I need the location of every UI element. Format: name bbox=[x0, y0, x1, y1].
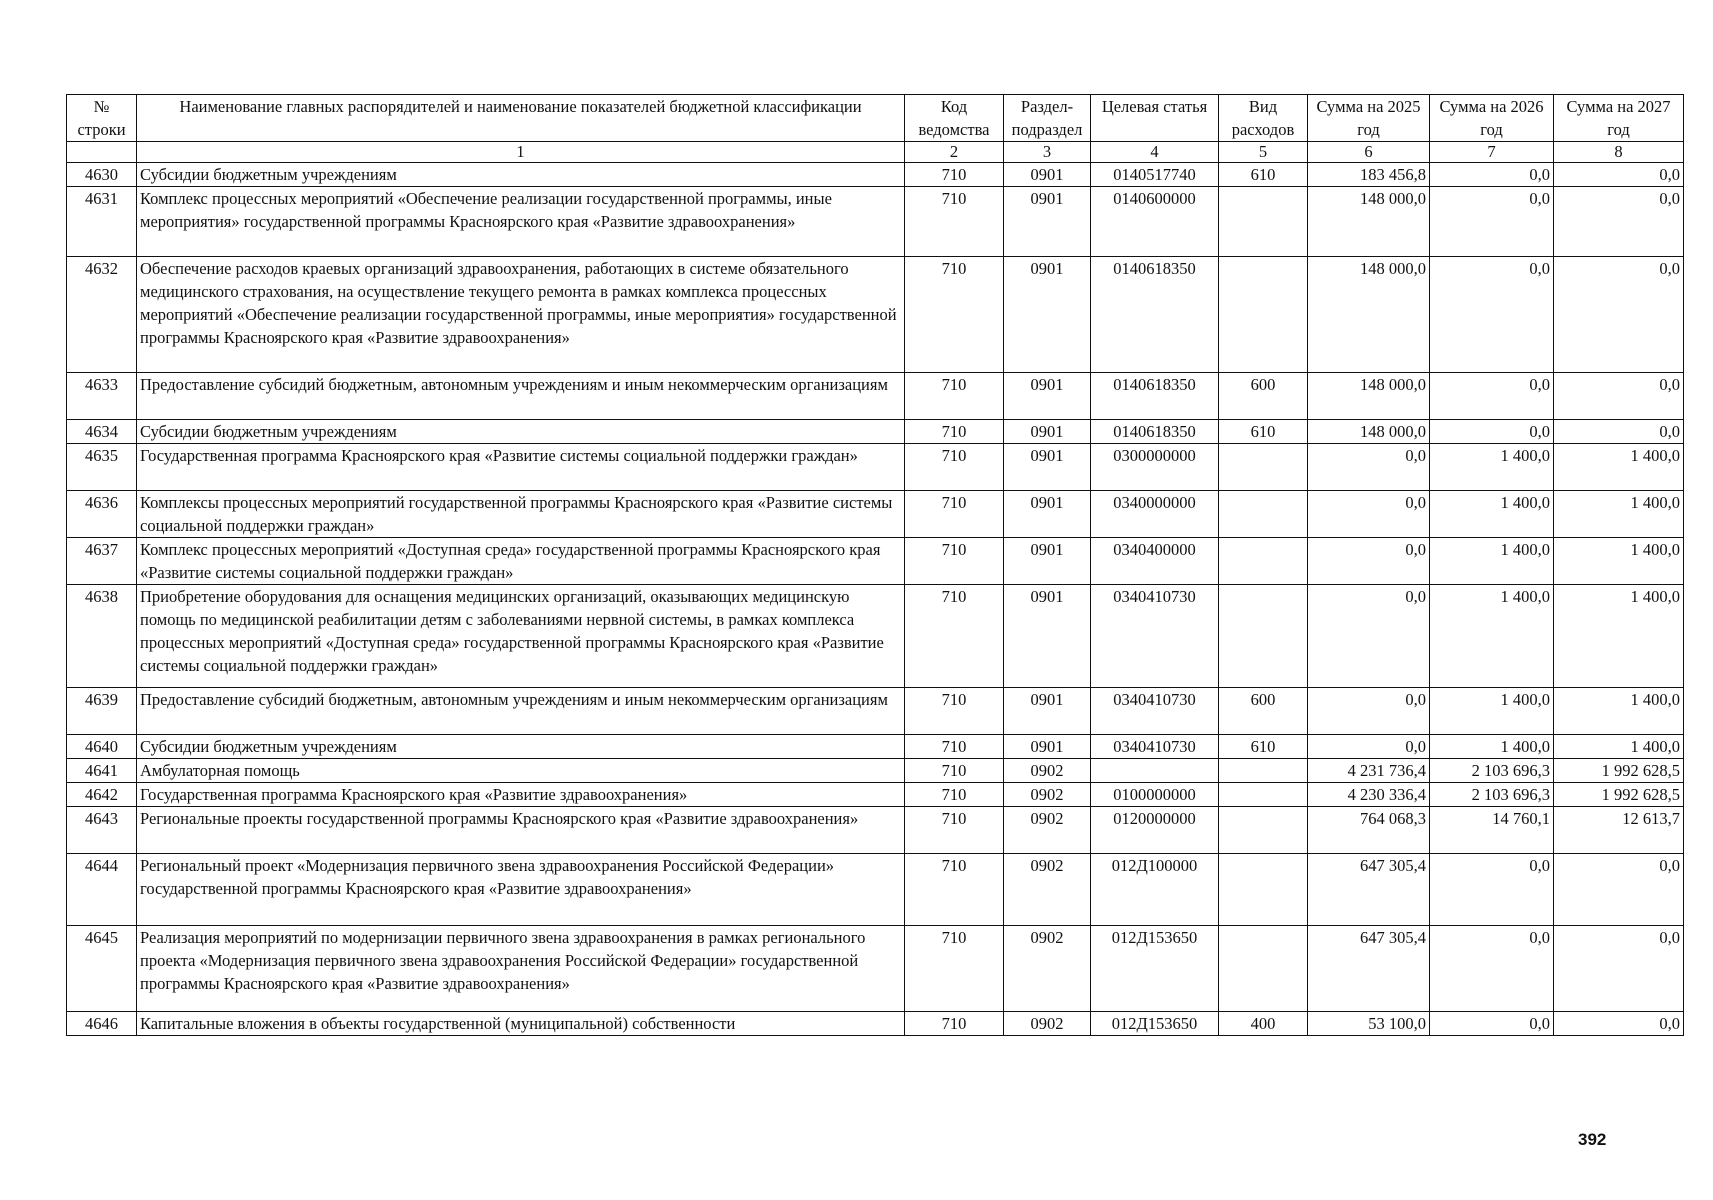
table-row bbox=[67, 163, 1684, 187]
table-row bbox=[67, 807, 1684, 854]
cell-sum-2025: 148 000,0 bbox=[1308, 187, 1430, 257]
cell-target: 0100000000 bbox=[1091, 783, 1219, 807]
cell-sum-2025: 148 000,0 bbox=[1308, 373, 1430, 420]
cell-row-number: 4640 bbox=[67, 735, 137, 759]
cell-sum-2025: 764 068,3 bbox=[1308, 807, 1430, 854]
cell-section: 0902 bbox=[1004, 854, 1091, 926]
cell-expense-type bbox=[1219, 807, 1308, 854]
table-row bbox=[67, 257, 1684, 373]
cell-name: Субсидии бюджетным учреждениям bbox=[137, 420, 905, 444]
cell-sum-2025: 647 305,4 bbox=[1308, 854, 1430, 926]
cell-section: 0901 bbox=[1004, 735, 1091, 759]
column-number: 6 bbox=[1308, 142, 1430, 163]
column-number-row bbox=[67, 142, 1684, 163]
cell-dept-code: 710 bbox=[905, 257, 1004, 373]
table-row bbox=[67, 420, 1684, 444]
table-row bbox=[67, 926, 1684, 1012]
cell-expense-type bbox=[1219, 926, 1308, 1012]
cell-section: 0901 bbox=[1004, 538, 1091, 585]
cell-sum-2025: 0,0 bbox=[1308, 491, 1430, 538]
cell-sum-2026: 1 400,0 bbox=[1430, 688, 1554, 735]
table-row bbox=[67, 491, 1684, 538]
cell-expense-type: 600 bbox=[1219, 688, 1308, 735]
cell-row-number: 4641 bbox=[67, 759, 137, 783]
cell-sum-2027: 0,0 bbox=[1554, 163, 1684, 187]
cell-expense-type bbox=[1219, 444, 1308, 491]
cell-sum-2025: 148 000,0 bbox=[1308, 420, 1430, 444]
cell-section: 0901 bbox=[1004, 585, 1091, 688]
cell-sum-2026: 1 400,0 bbox=[1430, 538, 1554, 585]
cell-expense-type: 600 bbox=[1219, 373, 1308, 420]
table-row bbox=[67, 854, 1684, 926]
cell-sum-2027: 0,0 bbox=[1554, 187, 1684, 257]
cell-name: Реализация мероприятий по модернизации первичного звена здравоохранения в рамках регионального проекта «Модернизация первичного звена здравоохранения Российской Федерации» государственной программы Красноярского края «Развитие здравоохранения» bbox=[137, 926, 905, 1012]
cell-section: 0901 bbox=[1004, 491, 1091, 538]
header-target: Целевая статья bbox=[1091, 95, 1219, 142]
cell-expense-type bbox=[1219, 538, 1308, 585]
cell-sum-2025: 4 231 736,4 bbox=[1308, 759, 1430, 783]
cell-sum-2027: 1 400,0 bbox=[1554, 688, 1684, 735]
cell-sum-2026: 2 103 696,3 bbox=[1430, 759, 1554, 783]
cell-target: 0340400000 bbox=[1091, 538, 1219, 585]
cell-target: 0300000000 bbox=[1091, 444, 1219, 491]
table-body bbox=[67, 163, 1684, 1036]
cell-name: Комплекс процессных мероприятий «Доступная среда» государственной программы Красноярского края «Развитие системы социальной поддержки граждан» bbox=[137, 538, 905, 585]
cell-target: 0140517740 bbox=[1091, 163, 1219, 187]
cell-expense-type: 610 bbox=[1219, 420, 1308, 444]
cell-target: 0140600000 bbox=[1091, 187, 1219, 257]
cell-section: 0902 bbox=[1004, 1012, 1091, 1036]
header-row-number: № строки bbox=[67, 95, 137, 142]
cell-section: 0901 bbox=[1004, 373, 1091, 420]
column-number: 3 bbox=[1004, 142, 1091, 163]
cell-section: 0901 bbox=[1004, 163, 1091, 187]
table-row bbox=[67, 783, 1684, 807]
cell-section: 0902 bbox=[1004, 807, 1091, 854]
cell-sum-2025: 647 305,4 bbox=[1308, 926, 1430, 1012]
cell-row-number: 4634 bbox=[67, 420, 137, 444]
cell-sum-2026: 0,0 bbox=[1430, 926, 1554, 1012]
cell-row-number: 4643 bbox=[67, 807, 137, 854]
cell-sum-2025: 0,0 bbox=[1308, 538, 1430, 585]
cell-row-number: 4637 bbox=[67, 538, 137, 585]
cell-target: 0140618350 bbox=[1091, 373, 1219, 420]
cell-expense-type bbox=[1219, 759, 1308, 783]
table-header-row bbox=[67, 95, 1684, 142]
cell-expense-type bbox=[1219, 854, 1308, 926]
table-row bbox=[67, 688, 1684, 735]
cell-name: Комплексы процессных мероприятий государственной программы Красноярского края «Развитие системы социальной поддержки граждан» bbox=[137, 491, 905, 538]
cell-dept-code: 710 bbox=[905, 688, 1004, 735]
table-row bbox=[67, 585, 1684, 688]
cell-section: 0901 bbox=[1004, 420, 1091, 444]
cell-dept-code: 710 bbox=[905, 1012, 1004, 1036]
cell-dept-code: 710 bbox=[905, 759, 1004, 783]
cell-section: 0901 bbox=[1004, 187, 1091, 257]
cell-sum-2025: 183 456,8 bbox=[1308, 163, 1430, 187]
cell-dept-code: 710 bbox=[905, 163, 1004, 187]
cell-section: 0902 bbox=[1004, 926, 1091, 1012]
cell-sum-2027: 0,0 bbox=[1554, 373, 1684, 420]
cell-sum-2026: 1 400,0 bbox=[1430, 585, 1554, 688]
cell-name: Приобретение оборудования для оснащения медицинских организаций, оказывающих медицинскую помощь по медицинской реабилитации детям с заболеваниями нервной системы, в рамках комплекса процессных мероприятий «Доступная среда» государственной программы Красноярского края «Развитие системы социальной поддержки граждан» bbox=[137, 585, 905, 688]
cell-dept-code: 710 bbox=[905, 854, 1004, 926]
header-section: Раздел-подраздел bbox=[1004, 95, 1091, 142]
cell-dept-code: 710 bbox=[905, 585, 1004, 688]
cell-sum-2027: 0,0 bbox=[1554, 926, 1684, 1012]
cell-sum-2027: 0,0 bbox=[1554, 854, 1684, 926]
table-row bbox=[67, 735, 1684, 759]
table-row bbox=[67, 759, 1684, 783]
column-number: 8 bbox=[1554, 142, 1684, 163]
header-sum-2027: Сумма на 2027 год bbox=[1554, 95, 1684, 142]
cell-name: Государственная программа Красноярского края «Развитие системы социальной поддержки граждан» bbox=[137, 444, 905, 491]
budget-table bbox=[66, 94, 1684, 1036]
cell-sum-2027: 1 400,0 bbox=[1554, 585, 1684, 688]
cell-name: Предоставление субсидий бюджетным, автономным учреждениям и иным некоммерческим организациям bbox=[137, 688, 905, 735]
cell-row-number: 4630 bbox=[67, 163, 137, 187]
cell-expense-type bbox=[1219, 257, 1308, 373]
cell-sum-2025: 0,0 bbox=[1308, 585, 1430, 688]
cell-sum-2027: 1 400,0 bbox=[1554, 538, 1684, 585]
cell-name: Государственная программа Красноярского края «Развитие здравоохранения» bbox=[137, 783, 905, 807]
table-row bbox=[67, 538, 1684, 585]
cell-expense-type: 610 bbox=[1219, 735, 1308, 759]
cell-dept-code: 710 bbox=[905, 807, 1004, 854]
cell-sum-2026: 0,0 bbox=[1430, 163, 1554, 187]
cell-name: Комплекс процессных мероприятий «Обеспечение реализации государственной программы, иные мероприятия» государственной программы Красноярского края «Развитие здравоохранения» bbox=[137, 187, 905, 257]
cell-sum-2027: 1 992 628,5 bbox=[1554, 783, 1684, 807]
cell-target: 0140618350 bbox=[1091, 420, 1219, 444]
cell-row-number: 4636 bbox=[67, 491, 137, 538]
cell-sum-2025: 0,0 bbox=[1308, 735, 1430, 759]
cell-dept-code: 710 bbox=[905, 187, 1004, 257]
cell-sum-2026: 1 400,0 bbox=[1430, 491, 1554, 538]
cell-sum-2026: 2 103 696,3 bbox=[1430, 783, 1554, 807]
cell-target: 0120000000 bbox=[1091, 807, 1219, 854]
column-number: 7 bbox=[1430, 142, 1554, 163]
cell-sum-2027: 12 613,7 bbox=[1554, 807, 1684, 854]
cell-row-number: 4635 bbox=[67, 444, 137, 491]
cell-target: 012Д153650 bbox=[1091, 926, 1219, 1012]
cell-sum-2026: 0,0 bbox=[1430, 187, 1554, 257]
cell-name: Региональные проекты государственной программы Красноярского края «Развитие здравоохранения» bbox=[137, 807, 905, 854]
cell-target bbox=[1091, 759, 1219, 783]
table-row bbox=[67, 373, 1684, 420]
cell-expense-type: 610 bbox=[1219, 163, 1308, 187]
cell-expense-type bbox=[1219, 585, 1308, 688]
cell-row-number: 4638 bbox=[67, 585, 137, 688]
column-number: 4 bbox=[1091, 142, 1219, 163]
cell-row-number: 4642 bbox=[67, 783, 137, 807]
cell-row-number: 4632 bbox=[67, 257, 137, 373]
cell-sum-2027: 1 400,0 bbox=[1554, 444, 1684, 491]
cell-name: Капитальные вложения в объекты государственной (муниципальной) собственности bbox=[137, 1012, 905, 1036]
header-dept-code: Код ведомства bbox=[905, 95, 1004, 142]
cell-dept-code: 710 bbox=[905, 420, 1004, 444]
cell-sum-2026: 0,0 bbox=[1430, 1012, 1554, 1036]
cell-section: 0901 bbox=[1004, 688, 1091, 735]
column-number: 1 bbox=[137, 142, 905, 163]
cell-section: 0901 bbox=[1004, 444, 1091, 491]
cell-dept-code: 710 bbox=[905, 373, 1004, 420]
header-sum-2026: Сумма на 2026 год bbox=[1430, 95, 1554, 142]
cell-sum-2027: 0,0 bbox=[1554, 257, 1684, 373]
cell-sum-2026: 0,0 bbox=[1430, 854, 1554, 926]
cell-target: 012Д100000 bbox=[1091, 854, 1219, 926]
cell-sum-2026: 14 760,1 bbox=[1430, 807, 1554, 854]
cell-section: 0901 bbox=[1004, 257, 1091, 373]
cell-sum-2025: 4 230 336,4 bbox=[1308, 783, 1430, 807]
cell-dept-code: 710 bbox=[905, 783, 1004, 807]
table-row bbox=[67, 187, 1684, 257]
cell-row-number: 4645 bbox=[67, 926, 137, 1012]
cell-dept-code: 710 bbox=[905, 444, 1004, 491]
cell-sum-2025: 0,0 bbox=[1308, 444, 1430, 491]
page-number: 392 bbox=[1578, 1130, 1607, 1149]
cell-row-number: 4646 bbox=[67, 1012, 137, 1036]
cell-target: 0340410730 bbox=[1091, 735, 1219, 759]
cell-name: Обеспечение расходов краевых организаций здравоохранения, работающих в системе обязательного медицинского страхования, на осуществление текущего ремонта в рамках комплекса процессных мероприятий «Обеспечение реализации государственной программы, иные мероприятия» государственной программы Красноярского края «Развитие здравоохранения» bbox=[137, 257, 905, 373]
cell-sum-2026: 0,0 bbox=[1430, 373, 1554, 420]
cell-expense-type bbox=[1219, 783, 1308, 807]
cell-name: Амбулаторная помощь bbox=[137, 759, 905, 783]
cell-sum-2027: 1 992 628,5 bbox=[1554, 759, 1684, 783]
cell-row-number: 4639 bbox=[67, 688, 137, 735]
cell-name: Предоставление субсидий бюджетным, автономным учреждениям и иным некоммерческим организациям bbox=[137, 373, 905, 420]
column-number: 5 bbox=[1219, 142, 1308, 163]
cell-sum-2026: 1 400,0 bbox=[1430, 444, 1554, 491]
cell-sum-2027: 1 400,0 bbox=[1554, 735, 1684, 759]
table-row bbox=[67, 444, 1684, 491]
cell-name: Региональный проект «Модернизация первичного звена здравоохранения Российской Федерации» государственной программы Красноярского края «Развитие здравоохранения» bbox=[137, 854, 905, 926]
cell-sum-2027: 1 400,0 bbox=[1554, 491, 1684, 538]
header-expense-type: Вид расходов bbox=[1219, 95, 1308, 142]
cell-sum-2027: 0,0 bbox=[1554, 420, 1684, 444]
cell-dept-code: 710 bbox=[905, 926, 1004, 1012]
cell-sum-2027: 0,0 bbox=[1554, 1012, 1684, 1036]
cell-target: 0340410730 bbox=[1091, 688, 1219, 735]
header-name: Наименование главных распорядителей и наименование показателей бюджетной классификации bbox=[137, 95, 905, 142]
cell-expense-type bbox=[1219, 187, 1308, 257]
cell-name: Субсидии бюджетным учреждениям bbox=[137, 735, 905, 759]
cell-dept-code: 710 bbox=[905, 491, 1004, 538]
cell-row-number: 4644 bbox=[67, 854, 137, 926]
cell-row-number: 4633 bbox=[67, 373, 137, 420]
cell-target: 0340410730 bbox=[1091, 585, 1219, 688]
cell-name: Субсидии бюджетным учреждениям bbox=[137, 163, 905, 187]
cell-sum-2026: 0,0 bbox=[1430, 257, 1554, 373]
cell-expense-type: 400 bbox=[1219, 1012, 1308, 1036]
header-sum-2025: Сумма на 2025 год bbox=[1308, 95, 1430, 142]
cell-section: 0902 bbox=[1004, 759, 1091, 783]
column-number: 2 bbox=[905, 142, 1004, 163]
cell-sum-2025: 0,0 bbox=[1308, 688, 1430, 735]
cell-row-number: 4631 bbox=[67, 187, 137, 257]
cell-target: 0340000000 bbox=[1091, 491, 1219, 538]
cell-dept-code: 710 bbox=[905, 538, 1004, 585]
cell-expense-type bbox=[1219, 491, 1308, 538]
cell-sum-2025: 53 100,0 bbox=[1308, 1012, 1430, 1036]
cell-sum-2025: 148 000,0 bbox=[1308, 257, 1430, 373]
cell-sum-2026: 1 400,0 bbox=[1430, 735, 1554, 759]
cell-target: 0140618350 bbox=[1091, 257, 1219, 373]
cell-target: 012Д153650 bbox=[1091, 1012, 1219, 1036]
column-number-spacer bbox=[67, 142, 137, 163]
table-row bbox=[67, 1012, 1684, 1036]
cell-section: 0902 bbox=[1004, 783, 1091, 807]
cell-sum-2026: 0,0 bbox=[1430, 420, 1554, 444]
cell-dept-code: 710 bbox=[905, 735, 1004, 759]
